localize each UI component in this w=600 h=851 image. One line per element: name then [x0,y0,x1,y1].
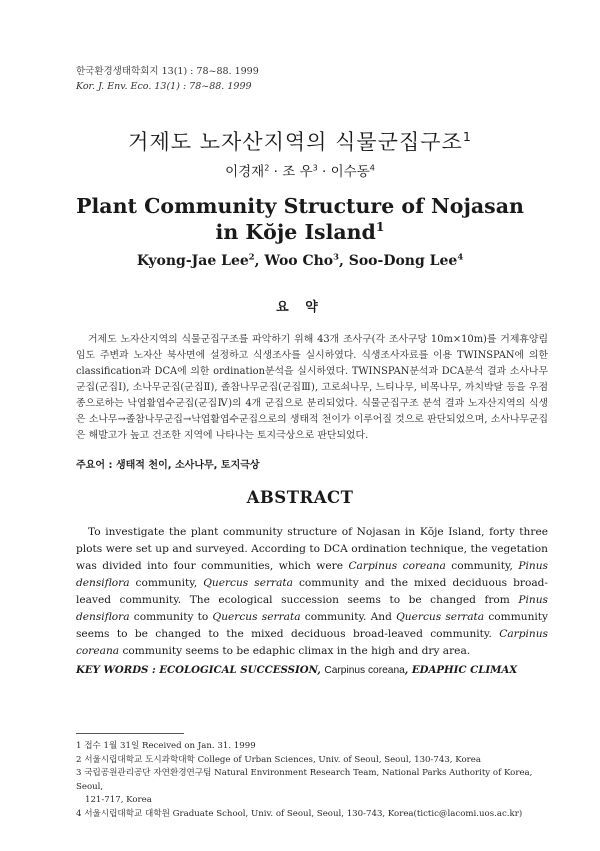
author-affiliation-mark: 4 [369,162,375,173]
keyword-text: KEY WORDS : ECOLOGICAL SUCCESSION, [76,664,325,676]
abstract-text: community and the mixed deciduous broad-leaved community. The ecological succession seems to be changed from [76,577,549,606]
authors-korean [0,160,600,180]
author-name: 이수동 [330,164,370,180]
author-affiliation-mark: 4 [457,251,464,262]
abstract-text: community, [445,560,519,572]
keyword-text: , EDAPHIC CLIMAX [404,664,518,676]
journal-citation-korean: 한국환경생태학회지 13(1) : 78~88. 1999 [76,66,259,77]
title-english-line2-text: in Kŏje Island [215,220,376,244]
author-affiliation-mark: 3 [333,251,339,262]
footnote-rule [76,733,184,734]
footnote-line: 121-717, Korea [85,795,152,805]
abstract-text: community seems to be changed to the mixed deciduous broad-leaved community. [76,611,549,640]
keywords-english [76,664,556,676]
title-korean-text: 거제도 노자산지역의 식물군집구조 [128,130,463,154]
title-english-line1: Plant Community Structure of Nojasan [76,194,524,218]
abstract-text: community. And [300,611,397,623]
species-name: Quercus serrata [396,611,485,623]
species-name: Carpinus coreana [348,560,446,572]
author-affiliation-mark: 2 [248,251,255,262]
footnote-line: 3 국립공원관리공단 자연환경연구팀 Natural Environment Research Team, National Parks Authority of Korea, Seoul, [76,768,533,792]
species-name: Pinus densiflora [76,560,548,589]
author-name: Woo Cho [264,253,334,269]
journal-citation-english: Kor. J. Env. Eco. 13(1) : 78~88. 1999 [76,81,252,92]
author-name: Kyong-Jae Lee [136,253,249,269]
title-korean-footnote-mark: 1 [462,129,472,144]
keyword-species: Carpinus coreana [324,665,405,676]
author-name: Soo-Dong Lee [348,253,458,269]
abstract-text: community, [129,577,204,589]
abstract-text: To investigate the plant community structure of Nojasan in Kŏje Island, forty three plots were set up and surveyed. According to DCA ordination technique, the vegetation was divided into four communities, which were [76,526,548,572]
abstract-korean-body: 거제도 노자산지역의 식물군집구조를 파악하기 위해 43개 조사구(각 조사구당 10m×10m)를 거제휴양림 임도 주변과 노자산 북사면에 설정하고 식생조사를 실시하였다. 식생조사자료를 이용 TWINSPAN에 의한 classification과 DCA에 의한 ordination분석을 실시하였다. TWINSPAN분석과 DCA분석 결과 소사나무군집(군집Ⅰ), 소나무군집(군집Ⅱ), 졸참나무군집(군집Ⅲ), 고로쇠나무, 느티나무, 비목나무, 까치박달 등을 우점종으로하는 낙엽활엽수군집(군집Ⅳ)의 4개 군집으로 분리되었다. 식물군집구조 분석 결과 노자산지역의 식생은 소나무→졸참나무군집→낙엽활엽수군집으로의 생태적 천이가 이루어질 것으로 판단되었으며, 소사나무군집은 해발고가 높고 건조한 지역에 나타나는 토지극상으로 판단되었다. [76,334,548,441]
authors-english [0,253,600,269]
author-name: 이경재 [225,164,265,180]
abstract-english-heading: ABSTRACT [246,488,354,507]
title-english-footnote-mark: 1 [375,219,385,235]
author-separator: · [317,164,331,180]
author-affiliation-mark: 3 [312,162,318,173]
abstract-korean-heading: 요 약 [276,300,324,315]
journal-citation [76,64,259,94]
title-korean [0,126,600,156]
species-name: Quercus serrata [212,611,301,623]
author-separator: , [338,253,349,269]
species-name: Quercus serrata [203,577,293,589]
author-separator: , [254,253,265,269]
abstract-text: community seems to be edaphic climax in the high and dry area. [119,645,471,657]
abstract-text: community to [129,611,213,623]
species-name: Pinus densiflora [76,594,548,623]
footnotes [76,740,556,821]
footnote-line: 2 서울시립대학교 도시과학대학 College of Urban Sciences, Univ. of Seoul, Seoul, 130-743, Korea [76,754,481,765]
keywords-korean: 주요어 : 생태적 천이, 소사나무, 토지극상 [76,460,260,471]
title-english-line2 [0,219,600,245]
species-name: Carpinus coreana [76,628,548,657]
footnote-line: 4 서울시립대학교 대학원 Graduate School, Univ. of Seoul, Seoul, 130-743, Korea(tictic@lacomi.uos.ac.kr) [76,808,523,819]
author-separator: · [269,164,283,180]
title-english [0,193,600,245]
abstract-english-body [76,524,548,660]
author-name: 조 우 [282,164,313,180]
author-affiliation-mark: 2 [264,162,270,173]
footnote-line: 1 접수 1월 31일 Received on Jan. 31. 1999 [76,741,256,751]
